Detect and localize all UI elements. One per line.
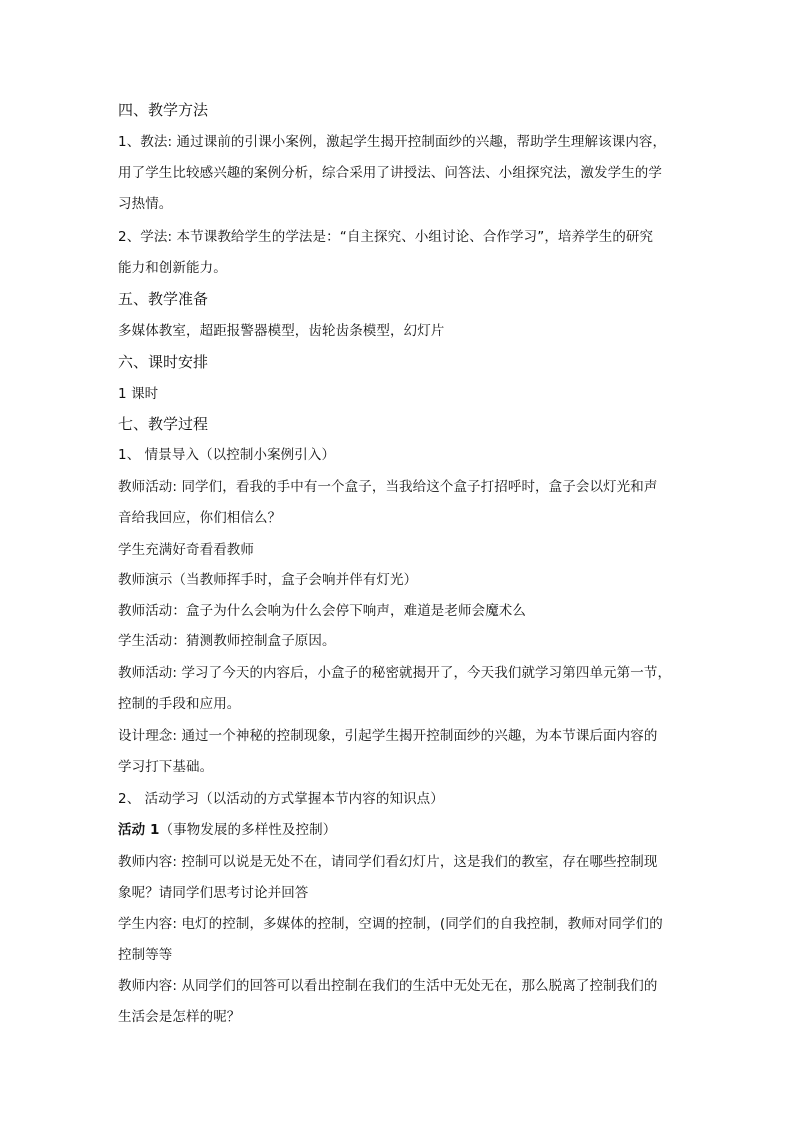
paragraph-line: 控制的手段和应用。 bbox=[118, 696, 241, 712]
paragraph-line: 教师内容: 从同学们的回答可以看出控制在我们的生活中无处无在，那么脱离了控制我们的 bbox=[118, 978, 658, 994]
paragraph-line: 音给我回应，你们相信么？ bbox=[118, 510, 282, 526]
paragraph-line: 用了学生比较感兴趣的案例分析，综合采用了讲授法、问答法、小组探究法，激发学生的学 bbox=[118, 165, 662, 181]
activity-heading bbox=[118, 819, 336, 841]
section-heading-teaching-process: 七、教学过程 bbox=[118, 415, 209, 433]
paragraph-line: 多媒体教室，超距报警器模型，齿轮齿条模型，幻灯片 bbox=[118, 323, 445, 339]
paragraph-line: 教师内容: 控制可以说是无处不在，请同学们看幻灯片，这是我们的教室，存在哪些控制现 bbox=[118, 854, 658, 870]
paragraph-line: 2、学法: 本节课教给学生的学法是：“自主探究、小组讨论、合作学习”，培养学生的研究 bbox=[118, 229, 654, 245]
paragraph-line: 设计理念: 通过一个神秘的控制现象，引起学生揭开控制面纱的兴趣，为本节课后面内容的 bbox=[118, 728, 658, 744]
paragraph-line: 学生内容: 电灯的控制，多媒体的控制，空调的控制，(同学们的自我控制，教师对同学们的 bbox=[118, 916, 663, 932]
subsection-heading: 2、 活动学习（以活动的方式掌握本节内容的知识点） bbox=[118, 791, 444, 807]
activity-label: 活动 1 bbox=[118, 822, 160, 838]
paragraph-line: 教师活动: 学习了今天的内容后，小盒子的秘密就揭开了，今天我们就学习第四单元第一节， bbox=[118, 665, 672, 681]
paragraph-line: 1 课时 bbox=[118, 386, 159, 402]
paragraph-line: 学习打下基础。 bbox=[118, 759, 214, 775]
section-heading-class-schedule: 六、课时安排 bbox=[118, 353, 209, 371]
activity-title: （事物发展的多样性及控制） bbox=[159, 822, 337, 838]
paragraph-line: 生活会是怎样的呢？ bbox=[118, 1009, 241, 1025]
subsection-heading: 1、 情景导入（以控制小案例引入） bbox=[118, 447, 336, 463]
paragraph-line: 教师演示（当教师挥手时，盒子会响并伴有灯光） bbox=[118, 572, 418, 588]
paragraph-line: 习热情。 bbox=[118, 196, 173, 212]
paragraph-line: 学生活动：猜测教师控制盒子原因。 bbox=[118, 633, 336, 649]
section-heading-teaching-preparation: 五、教学准备 bbox=[118, 290, 209, 308]
section-heading-teaching-methods: 四、教学方法 bbox=[118, 101, 209, 119]
paragraph-line: 象呢？请同学们思考讨论并回答 bbox=[118, 885, 309, 901]
paragraph-line: 教师活动: 同学们，看我的手中有一个盒子，当我给这个盒子打招呼时，盒子会以灯光和声 bbox=[118, 479, 658, 495]
paragraph-line: 学生充满好奇看看教师 bbox=[118, 542, 254, 558]
paragraph-line: 教师活动：盒子为什么会响为什么会停下响声，难道是老师会魔术么 bbox=[118, 603, 526, 619]
paragraph-line: 1、教法: 通过课前的引课小案例，激起学生揭开控制面纱的兴趣，帮助学生理解该课内容， bbox=[118, 134, 667, 150]
paragraph-line: 控制等等 bbox=[118, 947, 173, 963]
paragraph-line: 能力和创新能力。 bbox=[118, 260, 227, 276]
